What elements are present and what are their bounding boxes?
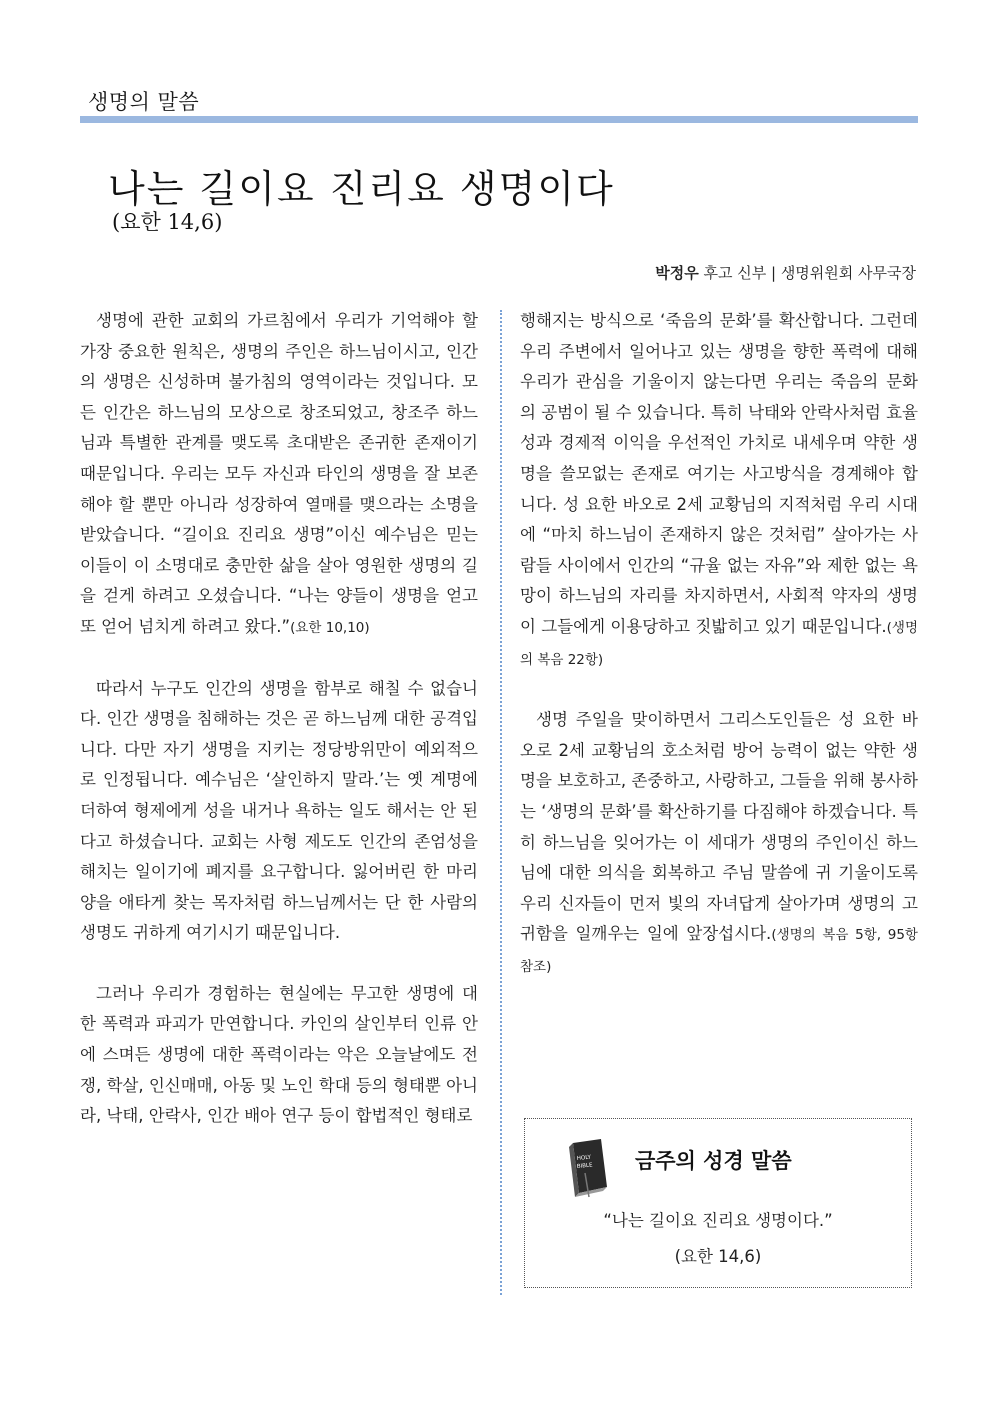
paragraph-text: 생명에 관한 교회의 가르침에서 우리가 기억해야 할 가장 중요한 원칙은, 생명의 주인은 하느님이시고, 인간의 생명은 신성하며 불가침의 영역이라는 것입니다. 모든 인간은 하느님의 모상으로 창조되었고, 창조주 하느님과 특별한 관계를 맺도록 초대받은 존귀한 존재이기 때문입니다. 우리는 모두 자신과 타인의 생명을 잘 보존해야 할 뿐만 아니라 성장하여 열매를 맺으라는 소명을 받았습니다. “길이요 진리요 생명”이신 예수님은 믿는 이들이 이 소명대로 충만한 삶을 살아 영원한 생명의 길을 걷게 하려고 오셨습니다. “나는 양들이 생명을 얻고 또 얻어 넘치게 하려고 왔다.” [80,311,478,636]
article-reference: (요한 14,6) [112,210,223,234]
verse-box [524,1118,912,1288]
paragraph-note: (요한 10,10) [290,619,370,636]
column-divider [500,310,502,1295]
verse-reference: (요한 14,6) [674,1247,762,1266]
paragraph [80,674,478,949]
author-role: 후고 신부 | 생명위원회 사무국장 [703,264,916,282]
paragraph-note: (생명의 복음 5항, 95항 참조) [520,927,918,975]
header-rule [80,116,918,123]
paragraph-note: (생명의 복음 22항) [520,619,918,668]
paragraph [520,306,918,675]
paragraph-text: 따라서 누구도 인간의 생명을 함부로 해칠 수 없습니다. 인간 생명을 침해하는 것은 곧 하느님께 대한 공격입니다. 다만 자기 생명을 지키는 정당방위만이 예외적으로 인정됩니다. 예수님은 ‘살인하지 말라.’는 옛 계명에 더하여 형제에게 성을 내거나 욕하는 일도 해서는 안 된다고 하셨습니다. 교회는 사형 제도도 인간의 존엄성을 해치는 일이기에 폐지를 요구합니다. 잃어버린 한 마리 양을 애타게 찾는 목자처럼 하느님께서는 단 한 사람의 생명도 귀하게 여기시기 때문입니다. [80,678,478,943]
bible-label: BIBLE [576,1162,593,1171]
author-name: 박정우 [655,264,699,282]
article-title: 나는 길이요 진리요 생명이다 [108,167,615,211]
byline [655,262,916,283]
left-column [80,306,478,1132]
paragraph [80,306,478,644]
right-column [520,306,918,982]
paragraph-text: 생명 주일을 맞이하면서 그리스도인들은 성 요한 바오로 2세 교황님의 호소처럼 방어 능력이 없는 약한 생명을 보호하고, 존중하고, 사랑하고, 그들을 위해 봉사하는 ‘생명의 문화’를 확산하기를 다짐해야 하겠습니다. 특히 하느님을 잊어가는 이 세대가 생명의 주인이신 하느님에 대한 의식을 회복하고 주님 말씀에 귀 기울이도록 우리 신자들이 먼저 빛의 자녀답게 살아가며 생명의 고귀함을 일깨우는 일에 앞장섭시다. [520,710,918,944]
verse-quote: “나는 길이요 진리요 생명이다.” [603,1211,833,1230]
paragraph-text: 행해지는 방식으로 ‘죽음의 문화’를 확산합니다. 그런데 우리 주변에서 일어나고 있는 생명을 향한 폭력에 대해 우리가 관심을 기울이지 않는다면 우리는 죽음의 문화의 공범이 될 수 있습니다. 특히 낙태와 안락사처럼 효율성과 경제적 이익을 우선적인 가치로 내세우며 약한 생명을 쓸모없는 존재로 여기는 사고방식을 경계해야 합니다. 성 요한 바오로 2세 교황님의 지적처럼 우리 시대에 “마치 하느님이 존재하지 않은 것처럼” 살아가는 사람들 사이에서 인간의 “규율 없는 자유”와 제한 없는 욕망이 하느님의 자리를 차지하면서, 사회적 약자의 생명이 그들에게 이용당하고 짓밟히고 있기 때문입니다. [520,311,918,636]
holy-bible-icon [563,1137,611,1199]
paragraph-text: 그러나 우리가 경험하는 현실에는 무고한 생명에 대한 폭력과 파괴가 만연합니다. 카인의 살인부터 인류 안에 스며든 생명에 대한 폭력이라는 악은 오늘날에도 전쟁, 학살, 인신매매, 아동 및 노인 학대 등의 형태뿐 아니라, 낙태, 안락사, 인간 배아 연구 등이 합법적인 형태로 [80,983,478,1126]
paragraph [520,705,918,982]
section-label: 생명의 말씀 [88,90,200,114]
verse-box-title: 금주의 성경 말씀 [635,1149,792,1173]
bible-label: HOLY [576,1154,592,1163]
paragraph [80,979,478,1132]
